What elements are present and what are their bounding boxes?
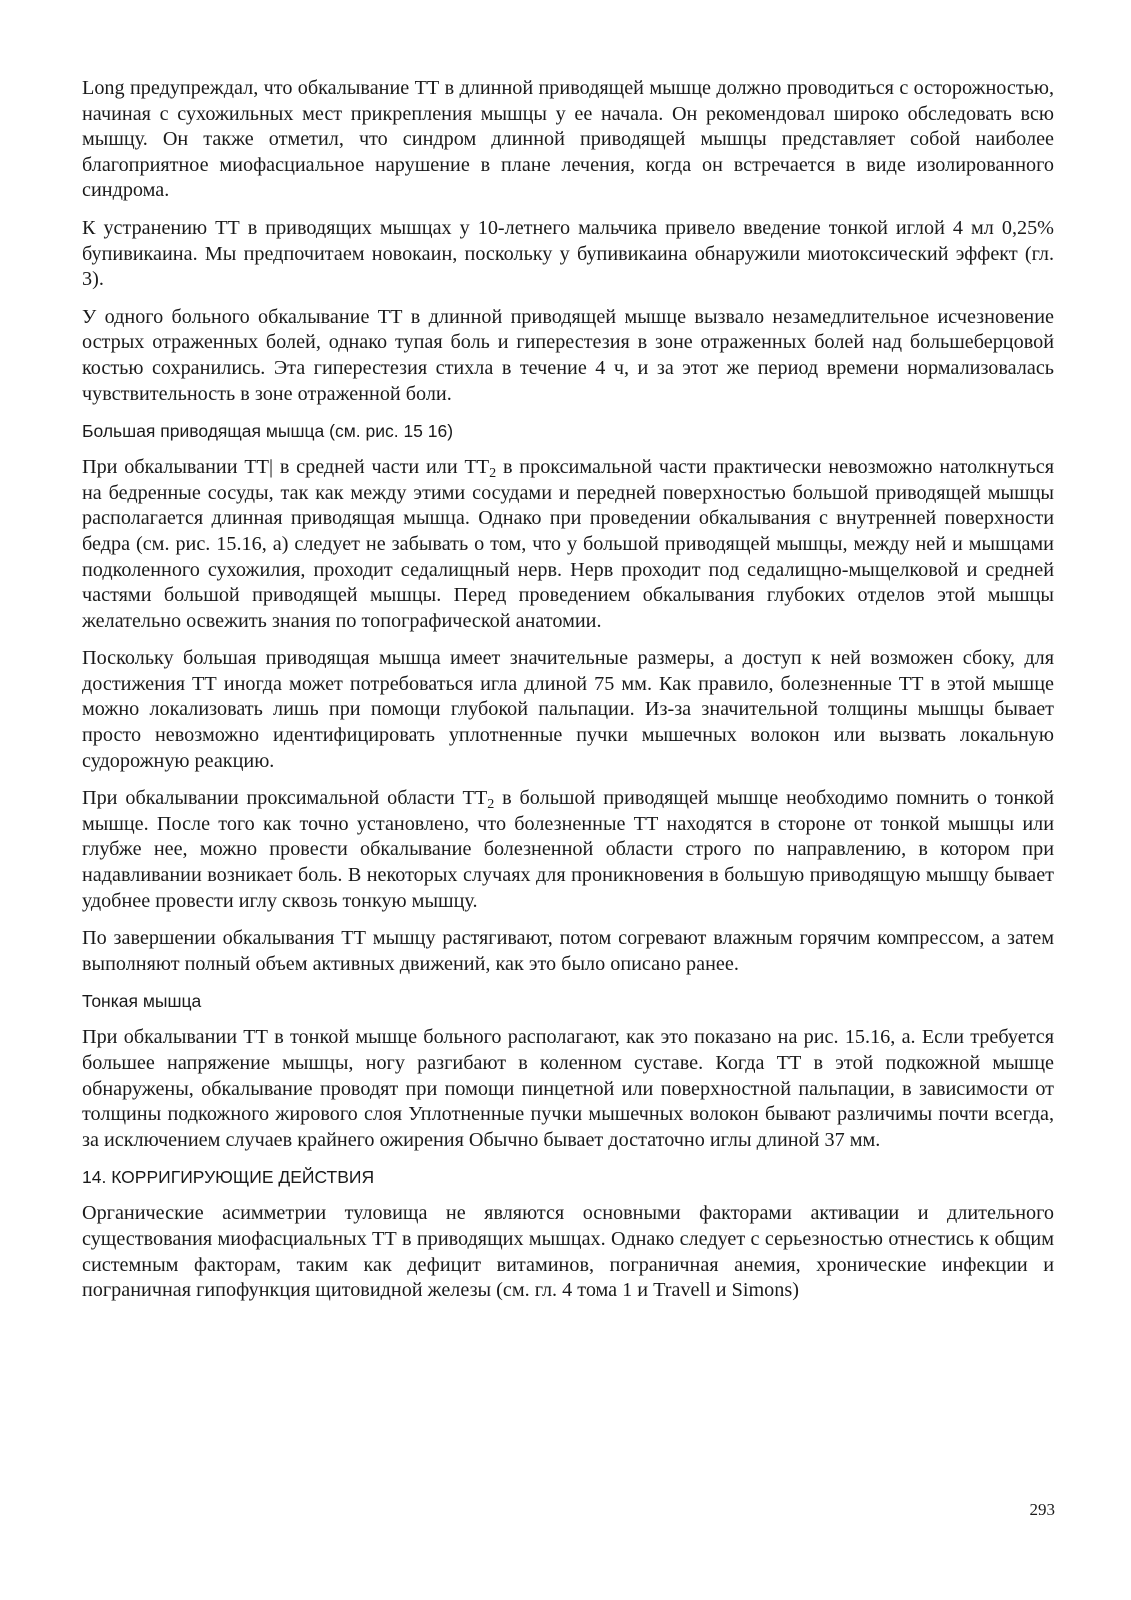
paragraph-text: При обкалывании проксимальной области ТТ: [82, 787, 488, 810]
paragraph-needle-length: Поскольку большая приводящая мышца имеет значительные размеры, а доступ к ней возможен сбоку, для достижения ТТ иногда может потребоваться игла длиной 75 мм. Как правило, болезненные ТТ в этой мышце можно локализовать лишь при помощи глубокой пальпации. Из-за значительной толщины мышцы бывает просто невозможно идентифицировать уплотненные пучки мышечных волокон или вызвать локальную судорожную реакцию.: [82, 647, 1054, 772]
paragraph-systemic-factors: Органические асимметрии туловища не являются основными факторами активации и длительного существования миофасциальных ТТ в приводящих мышцах. Однако следует с серьезностью отнестись к общим системным факторам, таким как дефицит витаминов, пограничная анемия, хронические инфекции и пограничная гипофункция щитовидной железы (см. гл. 4 тома 1 и Travell и Simons): [82, 1202, 1054, 1302]
paragraph-bupivacaine: К устранению ТТ в приводящих мышцах у 10-летнего мальчика привело введение тонкой иглой 4 мл 0,25% бупивикаина. Мы предпочитаем новокаин, поскольку у бупивикаина обнаружили миотоксический эффект (гл. 3).: [82, 216, 1054, 291]
paragraph-femoral-vessels: [82, 455, 1054, 634]
document-page: [82, 76, 1054, 1316]
section-heading-gracilis: Тонкая мышца: [82, 991, 202, 1012]
subscript: 2: [487, 796, 495, 813]
subscript: 2: [489, 465, 497, 482]
paragraph-hyperesthesia: У одного больного обкалывание ТТ в длинной приводящей мышце вызвало незамедлительное исчезновение острых отраженных болей, однако тупая боль и гиперестезия в зоне отраженных болей над большеберцовой костью сохранились. Эта гиперестезия стихла в течение 4 ч, и за этот же период времени нормализовалась чувствительность в зоне отраженной боли.: [82, 305, 1054, 405]
section-heading-adductor-magnus: Большая приводящая мышца (см. рис. 15 16): [82, 421, 454, 442]
paragraph-long-adductor-injection: Long предупреждал, что обкалывание ТТ в длинной приводящей мышце должно проводиться с осторожностью, начиная с сухожильных мест прикрепления мышцы у ее начала. Он рекомендовал широко обследовать всю мышцу. Он также отметил, что синдром длинной приводящей мышцы представляет собой наиболее благоприятное миофасциальное нарушение в плане лечения, когда он встречается в виде изолированного синдрома.: [82, 77, 1054, 202]
paragraph-gracilis-injection: При обкалывании ТТ в тонкой мышце больного располагают, как это показано на рис. 15.16, а. Если требуется большее напряжение мышцы, ногу разгибают в коленном суставе. Когда ТТ в этой подкожной мышце обнаружены, обкалывание проводят при помощи пинцетной или поверхностной пальпации, в зависимости от толщины подкожного жирового слоя Уплотненные пучки мышечных волокон бывают различимы почти всегда, за исключением случаев крайнего ожирения Обычно бывает достаточно иглы длиной 37 мм.: [82, 1026, 1054, 1151]
paragraph-stretch-after: По завершении обкалывания ТТ мышцу растягивают, потом согревают влажным горячим компрессом, а затем выполняют полный объем активных движений, как это было описано ранее.: [82, 927, 1054, 975]
paragraph-text: При обкалывании ТТ| в средней части или ТТ: [82, 456, 490, 479]
section-heading-corrective-actions: 14. КОРРИГИРУЮЩИЕ ДЕЙСТВИЯ: [82, 1167, 375, 1188]
page-number: 293: [1029, 1500, 1055, 1519]
paragraph-gracilis-caution: [82, 786, 1054, 914]
paragraph-text: в большой приводящей мышце необходимо помнить о тонкой мышце. После того как точно установлено, что болезненные ТТ находятся в стороне от тонкой мышцы или глубже нее, можно провести обкалывание болезненной области строго по направлению, в котором при надавливании возникает боль. В некоторых случаях для проникновения в большую приводящую мышцу бывает удобнее провести иглу сквозь тонкую мышцу.: [82, 787, 1054, 912]
paragraph-text: в проксимальной части практически невозможно натолкнуться на бедренные сосуды, так как между этими сосудами и передней поверхностью большой приводящей мышцы располагается длинная приводящая мышца. Однако при проведении обкалывания с внутренней поверхности бедра (см. рис. 15.16, а) следует не забывать о том, что у большой приводящей мышцы, между ней и мышцами подколенного сухожилия, проходит седалищный нерв. Нерв проходит под седалищно-мыщелковой и средней частями большой приводящей мышцы. Перед проведением обкалывания глубоких отделов этой мышцы желательно освежить знания по топографической анатомии.: [82, 456, 1054, 632]
